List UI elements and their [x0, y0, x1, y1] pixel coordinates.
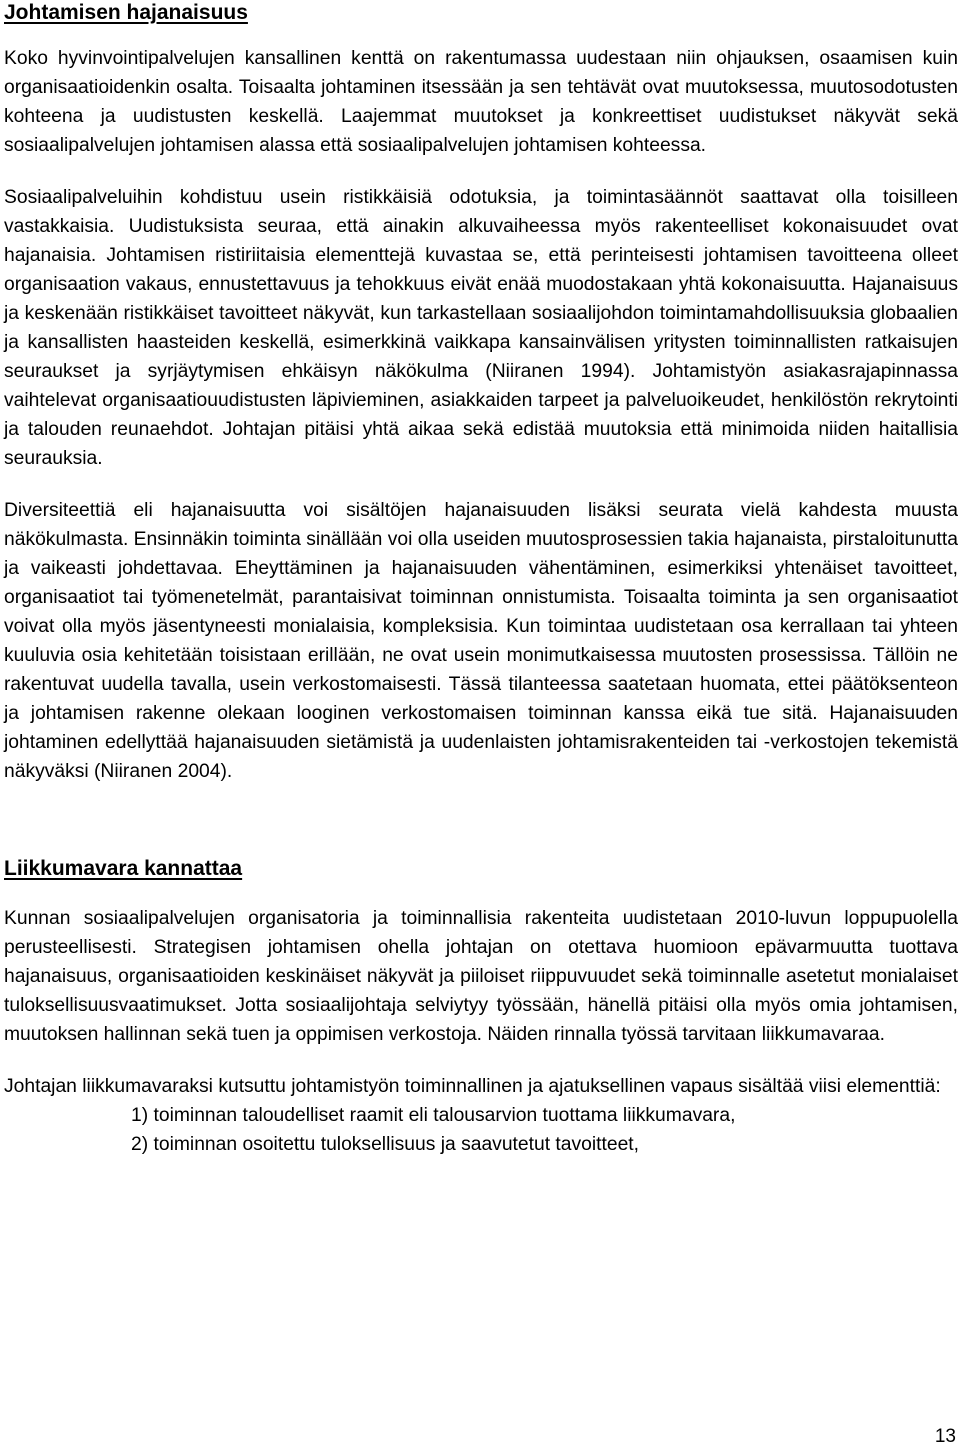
paragraph: Kunnan sosiaalipalvelujen organisatoria ja toiminnallisia rakenteita uudistetaan 2010-luvun loppupuolella perusteellisesti. Strategisen johtamisen ohella johtajan on otettava huomioon epävarmuutta tuottava hajanaisuus, organisaatioiden keskinäiset näkyvät ja piiloiset riippuvuudet sekä toiminnalle asetetut monialaiset tuloksellisuusvaatimukset. Jotta sosiaalijohtaja selviytyy työssään, hänellä pitäisi olla myös omia johtamisen, muutoksen hallinnan sekä tuen ja oppimisen verkostoja. Näiden rinnalla työssä tarvitaan liikkumavaraa.	[4, 908, 958, 1045]
paragraph: Koko hyvinvointipalvelujen kansallinen kenttä on rakentumassa uudestaan niin ohjauksen, osaamisen kuin organisaatioidenkin osalta. Toisaalta johtaminen itsessään ja sen tehtävät ovat muutoksessa, muutosodotusten kohteena ja uudistusten keskellä. Laajemmat muutokset ja konkreettiset uudistukset näkyvät sekä sosiaalipalvelujen johtamisen alassa että sosiaalipalvelujen johtamisen kohteessa.	[4, 48, 958, 156]
document-page	[4, 0, 958, 1159]
paragraph: Diversiteettiä eli hajanaisuutta voi sisältöjen hajanaisuuden lisäksi seurata vielä kahdesta muusta näkökulmasta. Ensinnäkin toiminta sinällään voi olla useiden muutosprosessien takia hajanaista, pirstaloitunutta ja vaikeasti johdettavaa. Eheyttäminen ja hajanaisuuden vähentäminen, esimerkiksi yhtenäiset tavoitteet, organisaatiot tai työmenetelmät, parantaisivat toiminnan onnistumista. Toisaalta toiminta ja sen organisaatiot voivat olla myös jäsentyneesti monialaisia, kompleksisia. Kun toimintaa uudistetaan osa kerrallaan tai yhteen kuuluvia osia kehitetään toisistaan erillään, ne ovat usein monimutkaisessa muutosten prosessissa. Tällöin ne rakentuvat uudella tavalla, usein verkostomaisesti. Tässä tilanteessa saatetaan huomata, ettei päätöksenteon ja johtamisen rakenne olekaan looginen verkostomaisen toiminnan kanssa eikä tue sitä. Hajanaisuuden johtaminen edellyttää hajanaisuuden sietämistä ja uudenlaisten johtamisrakenteiden tai -verkostojen tekemistä näkyväksi (Niiranen 2004).	[4, 500, 958, 782]
list-item: 1) toiminnan taloudelliset raamit eli talousarvion tuottama liikkumavara,	[131, 1105, 736, 1126]
element-list	[4, 1101, 958, 1159]
section-heading-text: Johtamisen hajanaisuus	[4, 1, 248, 24]
page-number: 13	[934, 1426, 956, 1447]
list-item: 2) toiminnan osoitettu tuloksellisuus ja saavutetut tavoitteet,	[131, 1134, 640, 1155]
section-heading-text: Liikkumavara kannattaa	[4, 857, 243, 880]
paragraph: Sosiaalipalveluihin kohdistuu usein ristikkäisiä odotuksia, ja toimintasäännöt saattavat olla toisilleen vastakkaisia. Uudistuksista seuraa, että ainakin alkuvaiheessa myös rakenteelliset kokonaisuudet ovat hajanaisia. Johtamisen ristiriitaisia elementtejä kuvastaa se, että perinteisesti johtamisen tavoitteena olleet organisaation vakaus, ennustettavuus ja tehokkuus eivät enää muodostakaan yhtä kokonaisuutta. Hajanaisuus ja keskenään ristikkäiset tavoitteet näkyvät, kun tarkastellaan sosiaalijohdon toimintamahdollisuuksia globaalien ja kansallisten haasteiden keskellä, esimerkkinä vaikkapa kansainvälisen yritysten toiminnallisten ratkaisujen seuraukset ja syrjäytymisen ehkäisyn näkökulma (Niiranen 1994). Johtamistyön asiakasrajapinnassa vaihtelevat organisaatiouudistusten läpivieminen, asiakkaiden tarpeet ja palveluoikeudet, henkilöstön rekrytointi ja talouden reunaehdot. Johtajan pitäisi yhtä aikaa sekä edistää muutoksia että minimoida niiden haitallisia seurauksia.	[4, 187, 958, 469]
section-heading-johtamisen-hajanaisuus	[4, 0, 958, 26]
section-heading-liikkumavara-kannattaa	[4, 856, 958, 882]
paragraph: Johtajan liikkumavaraksi kutsuttu johtamistyön toiminnallinen ja ajatuksellinen vapaus sisältää viisi elementtiä:	[4, 1076, 941, 1097]
